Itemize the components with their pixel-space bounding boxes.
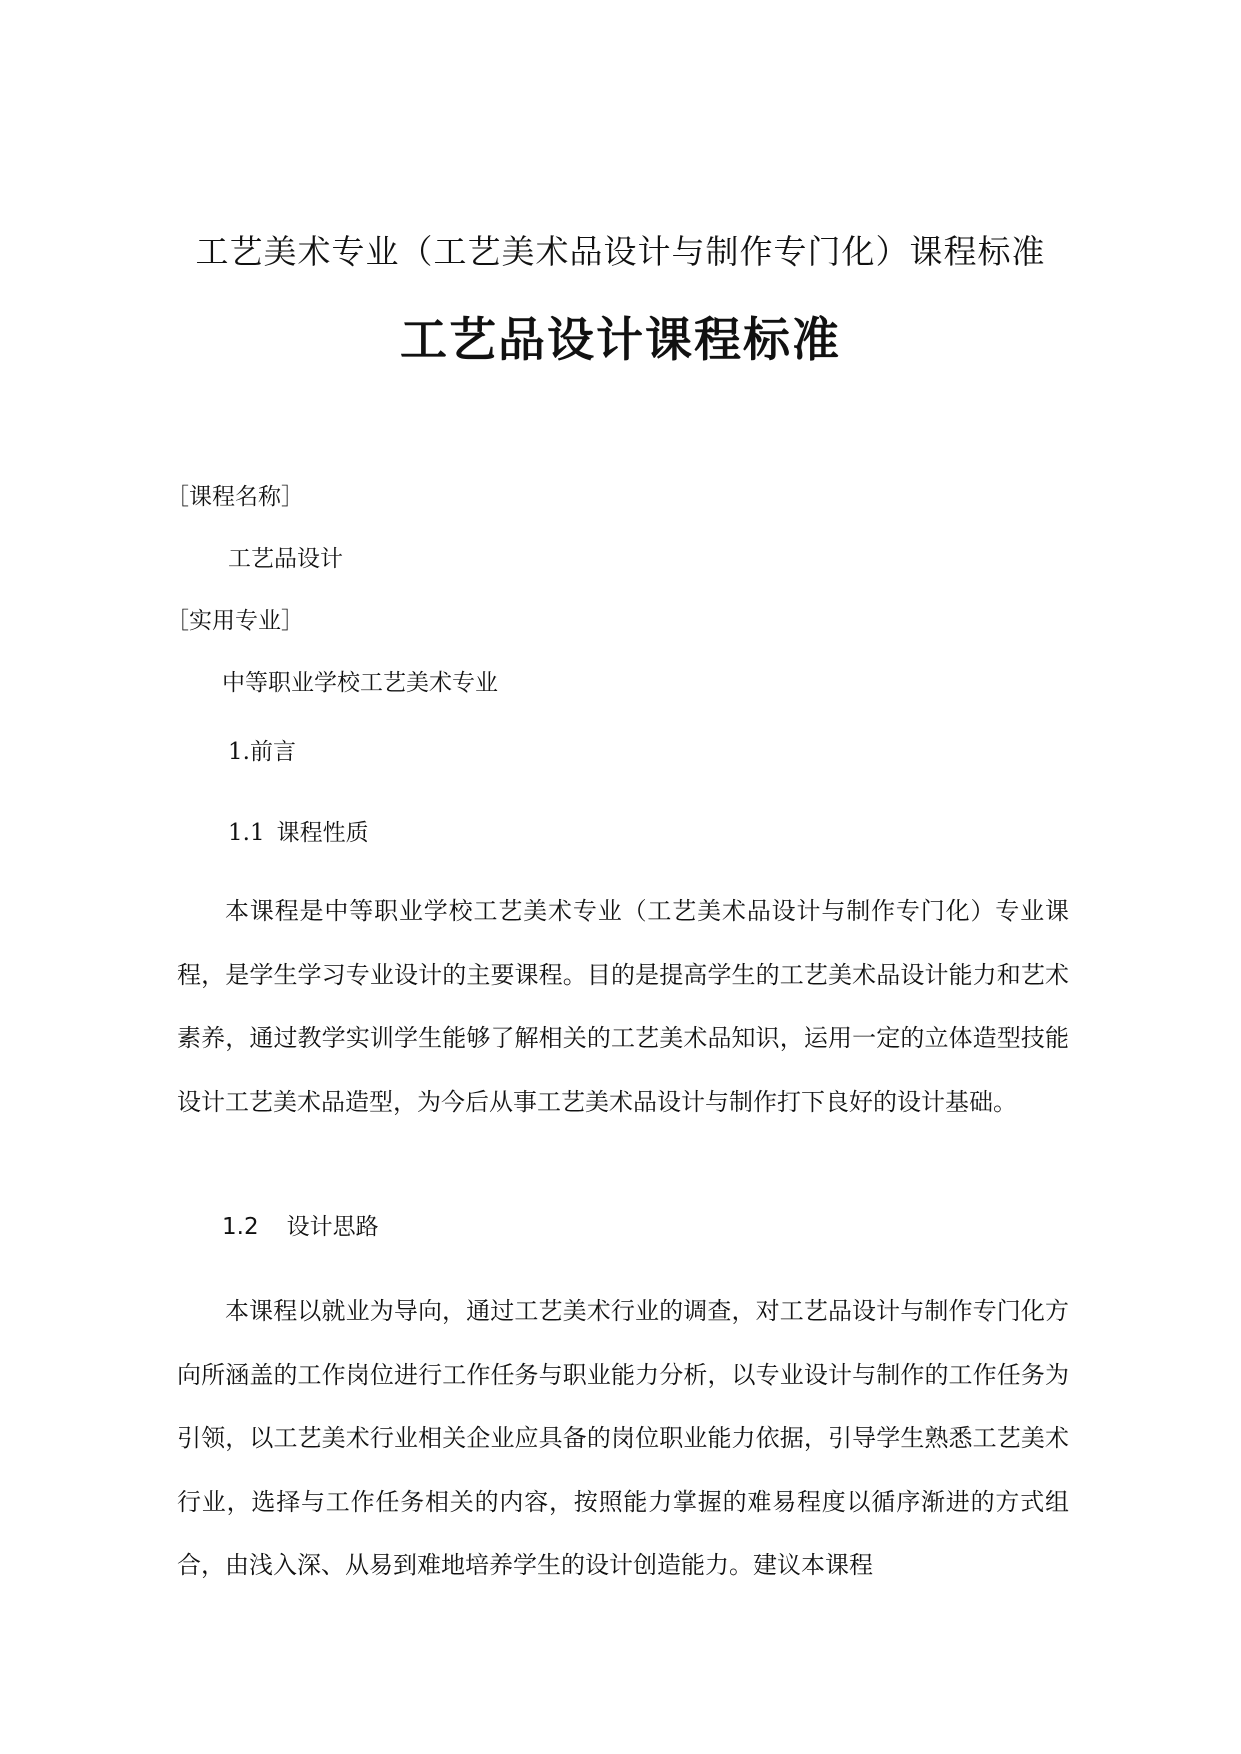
major-label: ［实用专业］ [166, 608, 304, 634]
section-title: 设计思路 [286, 1214, 379, 1240]
paragraph-design-approach [177, 1280, 1069, 1598]
course-name-label: ［课程名称］ [166, 484, 304, 510]
course-name-value: 工艺品设计 [228, 546, 343, 572]
section-number: 1.2 [222, 1214, 259, 1240]
section-number: 1. [228, 739, 250, 765]
section-title: 前言 [249, 739, 296, 765]
paragraph-text: 本课程以就业为导向，通过工艺美术行业的调查，对工艺品设计与制作专门化方向所涵盖的工作岗位进行工作任务与职业能力分析，以专业设计与制作的工作任务为引领，以工艺美术行业相关企业应具备的岗位职业能力依据，引导学生熟悉工艺美术行业，选择与工作任务相关的内容，按照能力掌握的难易程度以循序渐进的方式组合，由浅入深、从易到难地培养学生的设计创造能力。建议本课程 [177, 1297, 1069, 1579]
section-number: 1.1 [228, 820, 265, 846]
document-title: 工艺品设计课程标准 [400, 313, 841, 368]
section-heading-1-1 [228, 814, 369, 847]
paragraph-course-nature [177, 880, 1069, 1134]
major-value: 中等职业学校工艺美术专业 [222, 670, 498, 696]
document-subtitle: 工艺美术专业（工艺美术品设计与制作专门化）课程标准 [195, 232, 1046, 271]
section-title: 课程性质 [276, 820, 369, 846]
section-heading-1 [228, 733, 296, 766]
paragraph-text: 本课程是中等职业学校工艺美术专业（工艺美术品设计与制作专门化）专业课程，是学生学习专业设计的主要课程。目的是提高学生的工艺美术品设计能力和艺术素养，通过教学实训学生能够了解相关的工艺美术品知识，运用一定的立体造型技能设计工艺美术品造型，为今后从事工艺美术品设计与制作打下良好的设计基础。 [177, 897, 1069, 1116]
section-heading-1-2 [222, 1208, 379, 1241]
